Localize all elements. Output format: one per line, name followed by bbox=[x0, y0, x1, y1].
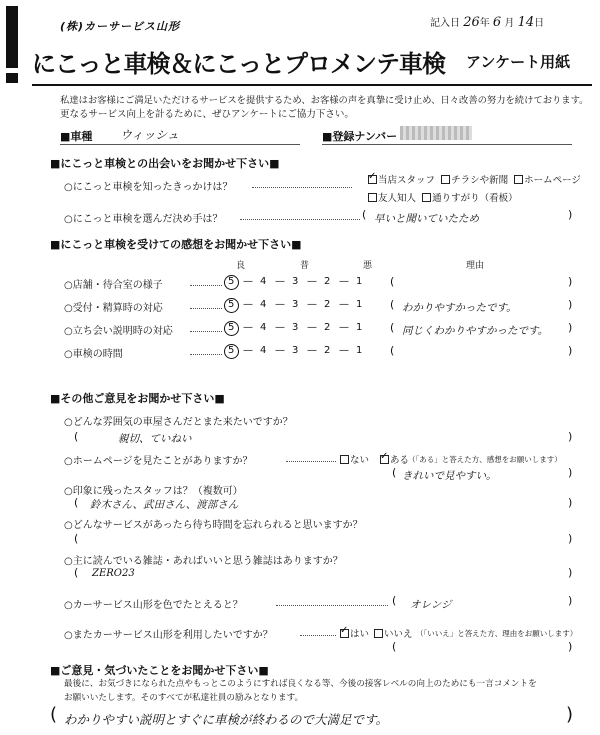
intro-line-1: 私達はお客様にご満足いただけるサービスを提供するため、お客様の声を真摯に受け止め、日々改善の努力を続けております。 bbox=[60, 95, 589, 106]
date-prefix: 記入日 bbox=[430, 18, 460, 29]
section3-q5-answer[interactable]: ZERO23 bbox=[92, 568, 135, 579]
scale-good-label: 良 bbox=[236, 261, 246, 271]
section4-line-2: お願いいたします。そのすべてが私達社員の励みとなります。 bbox=[64, 693, 304, 703]
paren-close: ) bbox=[568, 298, 573, 311]
paren-close: ) bbox=[568, 321, 573, 334]
rating-dash: — bbox=[275, 345, 285, 356]
section3-q2-answer[interactable]: きれいで見やすい。 bbox=[402, 470, 497, 482]
scale-normal-label: 普 bbox=[300, 261, 310, 271]
rating-dash: — bbox=[339, 276, 349, 287]
rating-option-4[interactable]: 4 bbox=[260, 299, 267, 310]
exclamation-dot-icon bbox=[6, 73, 18, 83]
checkbox-icon bbox=[374, 629, 383, 638]
rating-option-2[interactable]: 2 bbox=[324, 345, 331, 356]
option-homepage[interactable]: ホームページ bbox=[514, 175, 581, 186]
option-store-staff[interactable]: ✓ 当店スタッフ bbox=[368, 171, 436, 186]
option-passing-by[interactable]: 通りすがり（看板） bbox=[422, 193, 518, 204]
reuse-note: （「いいえ」と答えた方、理由をお願いします） bbox=[416, 629, 578, 638]
paren-close: ) bbox=[568, 430, 573, 443]
rating-option-2[interactable]: 2 bbox=[324, 299, 331, 310]
rating-dotted-leader bbox=[190, 308, 222, 309]
rating-dotted-leader bbox=[190, 285, 222, 286]
section3-q3-answer[interactable]: 鈴木さん、武田さん、渡部さん bbox=[90, 499, 239, 511]
rating-option-4[interactable]: 4 bbox=[260, 276, 267, 287]
paren-close: ) bbox=[568, 640, 573, 653]
exclamation-bar-icon bbox=[6, 6, 18, 68]
rating-row-label: ○車検の時間 bbox=[64, 349, 123, 360]
hp-note: （「ある」と答えた方、感想をお願いします） bbox=[408, 455, 562, 464]
q2-paren-open: ( bbox=[362, 208, 367, 221]
rating-selected-circle-icon bbox=[224, 344, 239, 359]
paren-open: ( bbox=[74, 566, 79, 579]
rating-selected-circle-icon bbox=[224, 275, 239, 290]
paren-close: ) bbox=[568, 566, 573, 579]
reason-label: 理由 bbox=[466, 261, 485, 271]
plate-redacted bbox=[400, 126, 472, 140]
rating-dash: — bbox=[339, 322, 349, 333]
rating-dash: — bbox=[307, 345, 317, 356]
rating-dash: — bbox=[307, 299, 317, 310]
q1-options-row2 bbox=[368, 190, 518, 204]
rating-row-label: ○店舗・待合室の様子 bbox=[64, 280, 163, 291]
rating-option-1[interactable]: 1 bbox=[356, 299, 363, 310]
paren-open: ( bbox=[392, 466, 397, 479]
rating-dash: — bbox=[275, 322, 285, 333]
q2-dotted-leader bbox=[240, 219, 360, 220]
date-day-unit: 日 bbox=[534, 18, 545, 29]
hp-option-yes[interactable]: ✓ ある bbox=[380, 451, 410, 466]
rating-dotted-leader bbox=[190, 331, 222, 332]
paren-open: ( bbox=[390, 275, 395, 288]
car-type-value: ウィッシュ bbox=[120, 128, 180, 142]
rating-dash: — bbox=[243, 345, 253, 356]
hp-dotted-leader bbox=[286, 461, 336, 462]
paren-close: ) bbox=[568, 496, 573, 509]
rating-option-2[interactable]: 2 bbox=[324, 276, 331, 287]
paren-close: ) bbox=[568, 594, 573, 607]
rating-option-2[interactable]: 2 bbox=[324, 322, 331, 333]
paren-close: ) bbox=[568, 532, 573, 545]
date-month-unit: 月 bbox=[504, 18, 515, 29]
date-day: 14 bbox=[517, 15, 535, 30]
section3-q1-answer[interactable]: 親切、ていねい bbox=[118, 433, 192, 445]
section2-title: ■にこっと車検を受けての感想をお聞かせ下さい■ bbox=[50, 238, 302, 251]
paren-close: ) bbox=[568, 275, 573, 288]
intro-line-2: 更なるサービス向上を計るために、ぜひアンケートにご協力下さい。 bbox=[60, 109, 354, 120]
paren-open: ( bbox=[74, 496, 79, 509]
page-subtitle: アンケート用紙 bbox=[466, 53, 571, 71]
section4-answer[interactable]: わかりやすい説明とすぐに車検が終わるので大満足です。 bbox=[64, 712, 389, 727]
checkbox-icon: ✓ bbox=[380, 451, 389, 462]
section3-q6: ○カーサービス山形を色でたとえると？ bbox=[64, 600, 243, 611]
rating-option-4[interactable]: 4 bbox=[260, 345, 267, 356]
date-field bbox=[430, 14, 544, 30]
paren-open: ( bbox=[392, 640, 397, 653]
section3-q4: ○どんなサービスがあったら待ち時間を忘れられると思いますか？ bbox=[64, 520, 363, 531]
rating-option-3[interactable]: 3 bbox=[292, 276, 299, 287]
hp-option-no[interactable]: ない bbox=[340, 452, 369, 466]
section3-q5: ○主に読んでいる雑誌・あればいいと思う雑誌はありますか？ bbox=[64, 556, 343, 567]
paren-close: ) bbox=[568, 344, 573, 357]
rating-reason[interactable]: 同じくわかりやすかったです。 bbox=[402, 325, 549, 337]
rating-option-3[interactable]: 3 bbox=[292, 299, 299, 310]
rating-dash: — bbox=[275, 299, 285, 310]
section3-q2: ○ホームページを見たことがありますか？ bbox=[64, 456, 253, 467]
rating-dotted-leader bbox=[190, 354, 222, 355]
section1-title: ■にこっと車検との出会いをお聞かせ下さい■ bbox=[50, 157, 280, 170]
section3-q7: ○またカーサービス山形を利用したいですか？ bbox=[64, 630, 273, 641]
rating-dash: — bbox=[307, 322, 317, 333]
paren-open: ( bbox=[50, 704, 58, 725]
option-flyer[interactable]: チラシや新聞 bbox=[441, 175, 508, 186]
section4-line-1: 最後に、お気づきになられた点やもっとこのようにすれば良くなる等、今後の接客レベルの向上のためにも一言コメントを bbox=[64, 679, 537, 689]
rating-reason[interactable]: わかりやすかったです。 bbox=[402, 302, 517, 314]
paren-open: ( bbox=[74, 532, 79, 545]
rating-option-1[interactable]: 1 bbox=[356, 345, 363, 356]
rating-option-3[interactable]: 3 bbox=[292, 322, 299, 333]
paren-open: ( bbox=[390, 298, 395, 311]
rating-option-5[interactable]: 5 bbox=[228, 322, 235, 333]
checkbox-icon bbox=[340, 455, 349, 464]
section1-q2: ○にこっと車検を選んだ決め手は？ bbox=[64, 214, 223, 225]
rating-option-5[interactable]: 5 bbox=[228, 276, 235, 287]
rating-dash: — bbox=[339, 345, 349, 356]
rating-row-label: ○受付・精算時の対応 bbox=[64, 303, 163, 314]
plate-label: ■登録ナンバー bbox=[322, 130, 398, 143]
rating-dash: — bbox=[275, 276, 285, 287]
paren-open: ( bbox=[390, 344, 395, 357]
q1-dotted-leader bbox=[252, 187, 352, 188]
section3-q1: ○どんな雰囲気の車屋さんだとまた来たいですか？ bbox=[64, 417, 293, 428]
rating-option-4[interactable]: 4 bbox=[260, 322, 267, 333]
paren-close: ) bbox=[566, 704, 574, 725]
paren-open: ( bbox=[392, 594, 397, 607]
rating-row-label: ○立ち会い説明時の対応 bbox=[64, 326, 173, 337]
paren-open: ( bbox=[74, 430, 79, 443]
rating-option-5[interactable]: 5 bbox=[228, 299, 235, 310]
checkbox-icon: ✓ bbox=[340, 625, 349, 636]
section3-q3: ○印象に残ったスタッフは？（複数可） bbox=[64, 486, 243, 497]
checkbox-icon bbox=[441, 175, 450, 184]
date-year-unit: 年 bbox=[479, 18, 490, 29]
reuse-option-yes[interactable]: ✓ はい bbox=[340, 625, 370, 640]
rating-option-5[interactable]: 5 bbox=[228, 345, 235, 356]
rating-dash: — bbox=[243, 322, 253, 333]
section1-q1: ○にこっと車検を知ったきっかけは？ bbox=[64, 182, 233, 193]
rating-selected-circle-icon bbox=[224, 298, 239, 313]
reuse-dotted-leader bbox=[300, 635, 336, 636]
date-month: 6 bbox=[492, 15, 502, 30]
rating-option-1[interactable]: 1 bbox=[356, 276, 363, 287]
q1-options-row1 bbox=[368, 172, 581, 186]
company-name: (株)カーサービス山形 bbox=[60, 20, 181, 33]
scale-bad-label: 悪 bbox=[363, 261, 373, 271]
rating-dash: — bbox=[339, 299, 349, 310]
checkbox-icon bbox=[368, 193, 377, 202]
reuse-option-no[interactable]: いいえ bbox=[374, 626, 413, 640]
color-dotted-leader bbox=[276, 605, 388, 606]
section3-q6-answer[interactable]: オレンジ bbox=[410, 599, 452, 611]
rating-option-3[interactable]: 3 bbox=[292, 345, 299, 356]
section4-title: ■ご意見・気づいたことをお聞かせ下さい■ bbox=[50, 664, 269, 677]
title-underline bbox=[32, 84, 592, 86]
rating-dash: — bbox=[243, 276, 253, 287]
plate-underline bbox=[322, 144, 572, 145]
rating-dash: — bbox=[243, 299, 253, 310]
paren-open: ( bbox=[390, 321, 395, 334]
car-type-label: ■車種 bbox=[60, 130, 93, 143]
checkbox-icon bbox=[422, 193, 431, 202]
q2-paren-close: ) bbox=[568, 208, 573, 221]
rating-dash: — bbox=[307, 276, 317, 287]
section3-title: ■その他ご意見をお聞かせ下さい■ bbox=[50, 392, 225, 405]
page-title: にこっと車検＆にこっとプロメンテ車検 bbox=[32, 50, 446, 78]
rating-option-1[interactable]: 1 bbox=[356, 322, 363, 333]
rating-selected-circle-icon bbox=[224, 321, 239, 336]
checkbox-icon bbox=[514, 175, 523, 184]
checkbox-icon: ✓ bbox=[368, 171, 377, 182]
paren-close: ) bbox=[568, 466, 573, 479]
option-friend[interactable]: 友人知人 bbox=[368, 193, 416, 204]
date-year: 26 bbox=[463, 15, 480, 30]
section1-q2-answer[interactable]: 早いと聞いていたため bbox=[374, 213, 479, 225]
car-type-underline bbox=[60, 144, 300, 145]
